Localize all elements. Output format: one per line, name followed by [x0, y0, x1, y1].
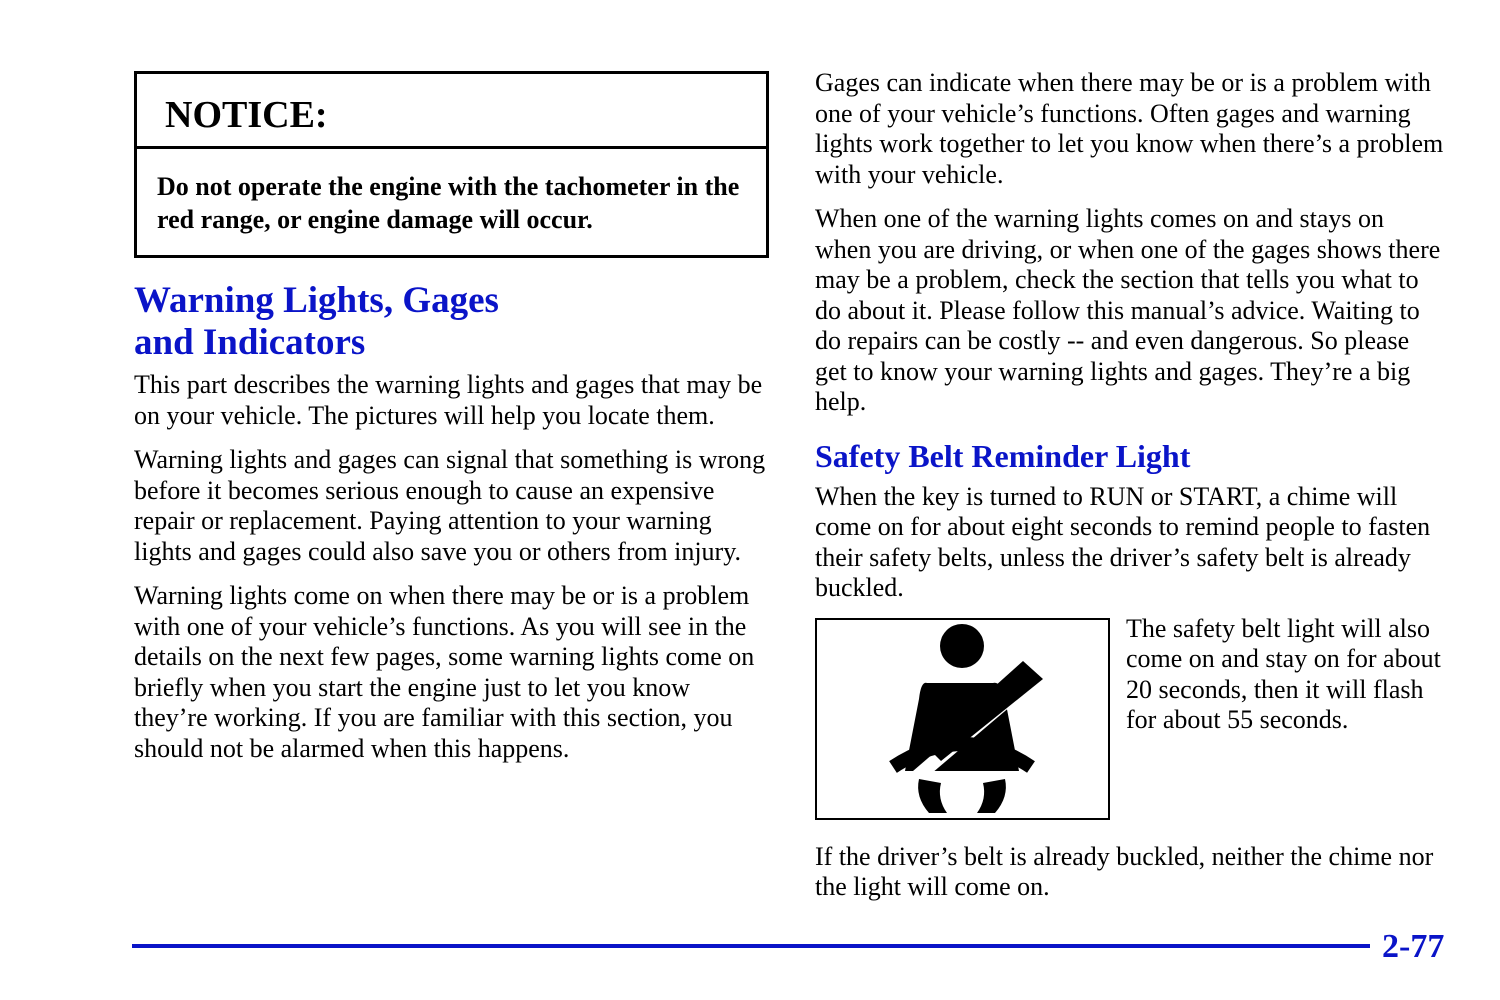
safety-belt-heading: Safety Belt Reminder Light — [815, 437, 1191, 474]
paragraph: Warning lights and gages can signal that something is wrong before it becomes serious enough to cause an expensive repair or replacement. Paying attention to your warning lights and gages could also save you or others from injury. — [134, 445, 766, 566]
section-heading-line1: Warning Lights, Gages — [134, 280, 499, 321]
section-heading-line2: and Indicators — [134, 322, 366, 363]
left-column — [134, 71, 769, 778]
paragraph: Warning lights come on when there may be or is a problem with one of your vehicle’s functions. As you will see in the details on the next few pages, some warning lights come on briefly when you start the engine just to let you know they’re working. If you are familiar with this section, you should not be alarmed when this happens. — [134, 581, 755, 763]
page-number: 2-77 — [1382, 928, 1445, 965]
section-heading — [134, 280, 554, 364]
paragraph: When one of the warning lights comes on and stays on when you are driving, or when one of the gages shows there may be a problem, check the section that tells you what to do about it. Please follow this manual’s advice. Waiting to do repairs can be costly -- and even dangerous. So please get to know your warning lights and gages. They’re a big help. — [815, 204, 1441, 416]
footer-rule — [132, 944, 1370, 948]
safety-belt-side-text: The safety belt light will also come on and stay on for about 20 seconds, then it will flash for about 55 seconds. — [1126, 613, 1441, 734]
notice-title: NOTICE: — [137, 74, 766, 149]
notice-box — [134, 71, 769, 258]
paragraph: Gages can indicate when there may be or is a problem with one of your vehicle’s functions. Often gages and warning lights work together to let you know when there’s a problem with your vehicle. — [815, 68, 1444, 189]
safety-belt-figure-row — [815, 613, 1445, 820]
safety-belt-after-text: If the driver’s belt is already buckled, neither the chime nor the light will come on. — [815, 841, 1434, 901]
safety-belt-intro: When the key is turned to RUN or START, a chime will come on for about eight seconds to remind people to fasten their safety belts, unless the driver’s safety belt is already buckled. — [815, 481, 1431, 602]
notice-body: Do not operate the engine with the tachometer in the red range, or engine damage will occur. — [157, 172, 740, 234]
paragraph: This part describes the warning lights and gages that may be on your vehicle. The pictures will help you locate them. — [134, 370, 763, 430]
safety-belt-light-box — [815, 618, 1110, 820]
right-column — [815, 68, 1445, 917]
safety-belt-icon — [863, 621, 1063, 817]
